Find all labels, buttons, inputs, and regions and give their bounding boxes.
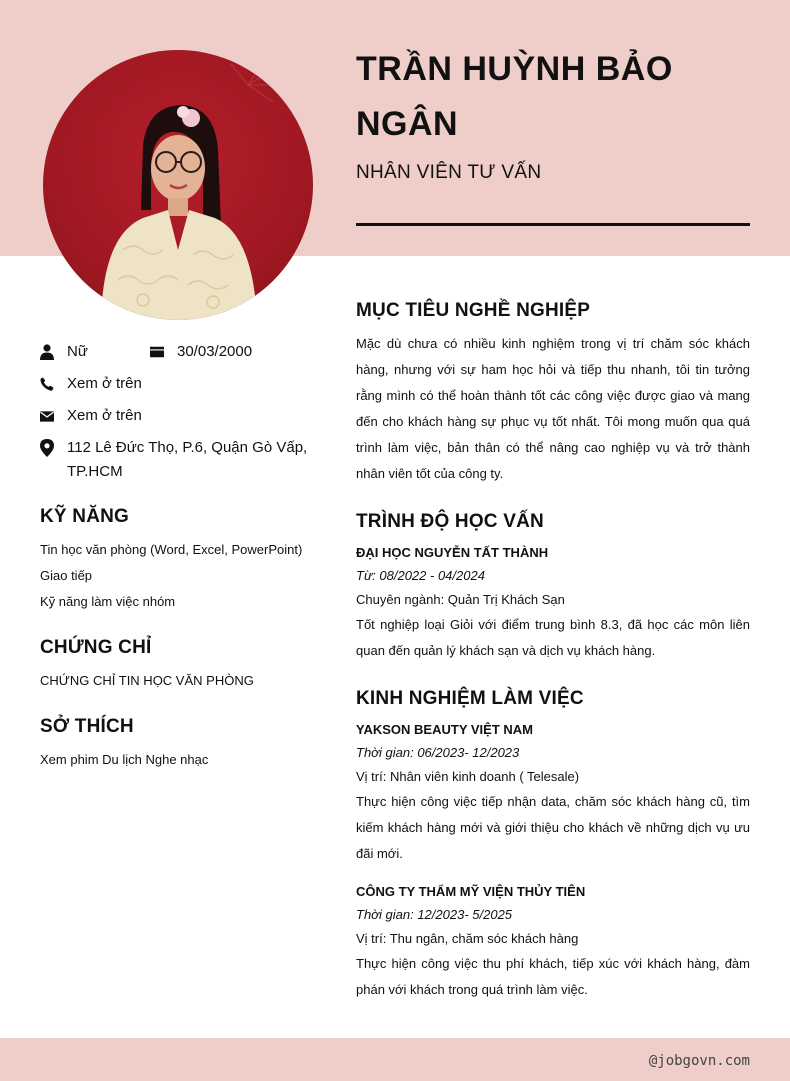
company-name: CÔNG TY THẨM MỸ VIỆN THỦY TIÊN xyxy=(356,884,586,899)
gender-value: Nữ xyxy=(67,343,88,360)
experience-heading: KINH NGHIỆM LÀM VIỆC xyxy=(356,688,584,709)
gender-row xyxy=(40,340,150,364)
phone-icon xyxy=(40,376,54,392)
email-value: Xem ở trên xyxy=(67,407,142,424)
hobbies-heading: SỞ THÍCH xyxy=(40,716,134,737)
hobbies-text: Xem phim Du lịch Nghe nhạc xyxy=(40,752,209,767)
certificates-heading: CHỨNG CHỈ xyxy=(40,637,152,658)
job-description: Thực hiện công việc thu phí khách, tiếp xúc với khách hàng, đàm phán với khách trong quá trình làm việc. xyxy=(356,956,750,997)
company-name: YAKSON BEAUTY VIỆT NAM xyxy=(356,722,533,737)
skill-item: Kỹ năng làm việc nhóm xyxy=(40,594,176,609)
address-row xyxy=(40,436,320,484)
objective-heading: MỤC TIÊU NGHỀ NGHIỆP xyxy=(356,300,591,321)
mail-icon xyxy=(40,408,54,424)
location-pin-icon xyxy=(40,440,54,456)
education-description: Tốt nghiệp loại Giỏi với điểm trung bình 8.3, đã học các môn liên quan đến quản lý khách sạn và dịch vụ khách hàng. xyxy=(356,617,750,658)
address-value: 112 Lê Đức Thọ, P.6, Quận Gò Vấp, TP.HCM xyxy=(67,439,308,480)
school-name: ĐẠI HỌC NGUYỄN TẤT THÀNH xyxy=(356,545,549,560)
portrait-illustration xyxy=(43,50,313,320)
education-heading: TRÌNH ĐỘ HỌC VẤN xyxy=(356,511,544,532)
left-column xyxy=(40,340,320,773)
experience-entry xyxy=(356,881,750,1003)
calendar-icon xyxy=(150,344,164,360)
job-title: NHÂN VIÊN TƯ VẤN xyxy=(356,162,542,183)
skill-item: Tin học văn phòng (Word, Excel, PowerPoint) xyxy=(40,542,303,557)
birthdate-value: 30/03/2000 xyxy=(177,343,253,360)
job-period: Thời gian: 06/2023- 12/2023 xyxy=(356,745,520,760)
job-description: Thực hiện công việc tiếp nhận data, chăm sóc khách hàng cũ, tìm kiếm khách hàng mới và giới thiệu cho khách về những dịch vụ ưu đãi mới. xyxy=(356,794,750,861)
title-divider xyxy=(356,223,750,226)
profile-photo xyxy=(43,50,313,320)
job-position: Vị trí: Thu ngân, chăm sóc khách hàng xyxy=(356,931,579,946)
email-row xyxy=(40,404,320,428)
education-period: Từ: 08/2022 - 04/2024 xyxy=(356,568,485,583)
gender-birthdate-row xyxy=(40,340,320,372)
footer-watermark: @jobgovn.com xyxy=(648,1053,750,1069)
right-column xyxy=(356,300,750,1003)
phone-value: Xem ở trên xyxy=(67,375,142,392)
phone-row xyxy=(40,372,320,396)
skills-heading: KỸ NĂNG xyxy=(40,506,130,527)
education-major: Chuyên ngành: Quản Trị Khách Sạn xyxy=(356,592,565,607)
user-icon xyxy=(40,344,54,360)
candidate-name: TRẦN HUỲNH BẢO NGÂN xyxy=(356,50,673,143)
certificate-item: CHỨNG CHỈ TIN HỌC VĂN PHÒNG xyxy=(40,673,254,688)
objective-text: Mặc dù chưa có nhiều kinh nghiệm trong vị trí chăm sóc khách hàng, nhưng với sự ham học hỏi và tiếp thu nhanh, tôi tin tưởng rằng mình có thể hoàn thành tốt các công việc được giao và mang đến cho khách hàng sự phục vụ tốt nhất. Tôi mong muốn qua quá trình làm việc, bản thân có thể nâng cao nghiệp vụ và trở thành nhân viên tốt của công ty. xyxy=(356,336,750,481)
birthdate-row xyxy=(150,340,320,364)
job-period: Thời gian: 12/2023- 5/2025 xyxy=(356,907,513,922)
skill-item: Giao tiếp xyxy=(40,568,93,583)
experience-entry xyxy=(356,719,750,867)
job-position: Vị trí: Nhân viên kinh doanh ( Telesale) xyxy=(356,769,580,784)
